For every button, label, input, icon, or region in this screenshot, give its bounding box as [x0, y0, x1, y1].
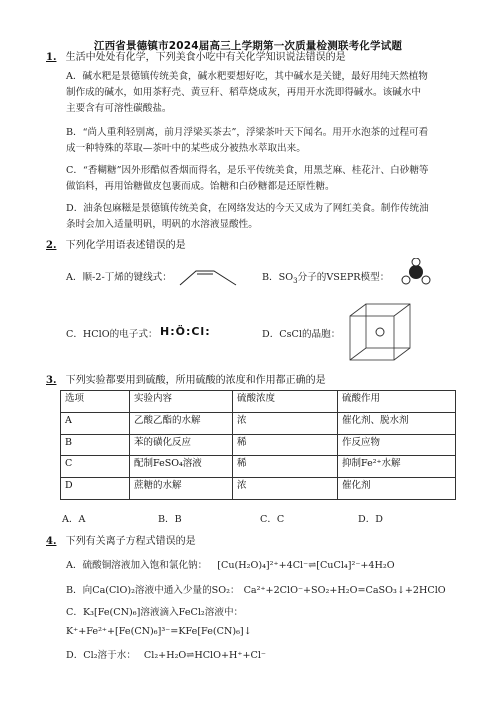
question-text: 下列实验都要用到硫酸，所用硫酸的浓度和作用都正确的是: [65, 375, 326, 386]
question-1-stem: [46, 50, 346, 66]
table-row: C 配制FeSO₄溶液 稀 抑制Fe²⁺水解: [61, 456, 456, 478]
q4-option-a: A．硫酸铜溶液加入饱和氯化钠： [Cu(H₂O)₄]²⁺+4Cl⁻⇌[CuCl₄]²⁻+4H₂O: [66, 560, 395, 571]
q2-option-a: A．顺-2-丁烯的键线式：: [66, 272, 172, 283]
q4-option-c: C．K₃[Fe(CN)₆]溶液滴入FeCl₂溶液中：: [66, 607, 244, 618]
q1-option-d: D．油条包麻糍是景德镇传统美食，在网络发达的今天又成为了网红美食。制作传统油 条时会加入适量明矾，明矾的水溶液显酸性。: [66, 203, 429, 231]
q1-option-c: C．“香糊糖”因外形酷似香烟而得名，是乐平传统美食，用黑芝麻、桂花汁、白砂糖等 做馅料，再用饴糖做皮包裹而成。饴糖和白砂糖都是还原性糖。: [66, 165, 429, 193]
question-4-stem: [46, 534, 196, 550]
table-row: A 乙酸乙酯的水解 浓 催化剂、脱水剂: [61, 412, 456, 434]
q4-option-b: B．向Ca(ClO)₂溶液中通入少量的SO₂： Ca²⁺+2ClO⁻+SO₂+H₂O=CaSO₃↓+2HClO: [66, 585, 446, 596]
sulfuric-acid-table: [60, 390, 456, 500]
table-header-row: 选项 实验内容 硫酸浓度 硫酸作用: [61, 391, 456, 413]
question-number: 4.: [46, 536, 57, 547]
question-number: 3.: [46, 375, 57, 386]
q1-option-a: A．碱水粑是景德镇传统美食，碱水粑要想好吃，其中碱水是关键，最好用纯天然植物 制作成的碱水，如用茶籽壳、黄豆秆、稻草烧成灰，再用开水洗即得碱水。该碱水中 主要含有可溶性碳酸盐。: [66, 71, 428, 115]
question-text: 下列有关离子方程式错误的是: [65, 536, 196, 547]
question-2-stem: [46, 238, 186, 254]
table-row: D 蔗糖的水解 浓 催化剂: [61, 478, 456, 500]
hclo-electron-formula: H:Ö:Cl:: [160, 325, 211, 338]
question-text: 生活中处处有化学，下列美食小吃中有关化学知识说法错误的是: [65, 52, 346, 63]
q2-option-d: D．CsCl的晶胞：: [262, 329, 341, 340]
q2-option-b: B．$SO_3$分子的VSEPR模型：: [262, 272, 390, 285]
vsepr-model-figure: [400, 258, 432, 288]
question-3-stem: [46, 373, 326, 389]
question-number: 1.: [46, 52, 57, 63]
butene-skeletal-formula: [178, 266, 240, 288]
question-text: 下列化学用语表述错误的是: [65, 240, 186, 251]
page-title: 江西省景德镇市2024届高三上学期第一次质量检测联考化学试题: [93, 40, 403, 52]
q1-option-b: B．“尚人重利轻别离，前月浮梁买茶去”，浮梁茶叶天下闻名。用开水泡茶的过程可看 成一种特殊的萃取—茶叶中的某些成分被热水萃取出来。: [66, 127, 429, 155]
q2-option-c: C．HClO的电子式：: [66, 329, 158, 340]
table-row: B 苯的磺化反应 稀 作反应物: [61, 434, 456, 456]
cscl-unit-cell-figure: [346, 300, 414, 364]
q4-option-c-equation: K⁺+Fe²⁺+[Fe(CN)₆]³⁻=KFe[Fe(CN)₆]↓: [66, 626, 252, 637]
q4-option-d: D．Cl₂溶于水： Cl₂+H₂O⇌HClO+H⁺+Cl⁻: [66, 650, 266, 661]
question-number: 2.: [46, 240, 57, 251]
